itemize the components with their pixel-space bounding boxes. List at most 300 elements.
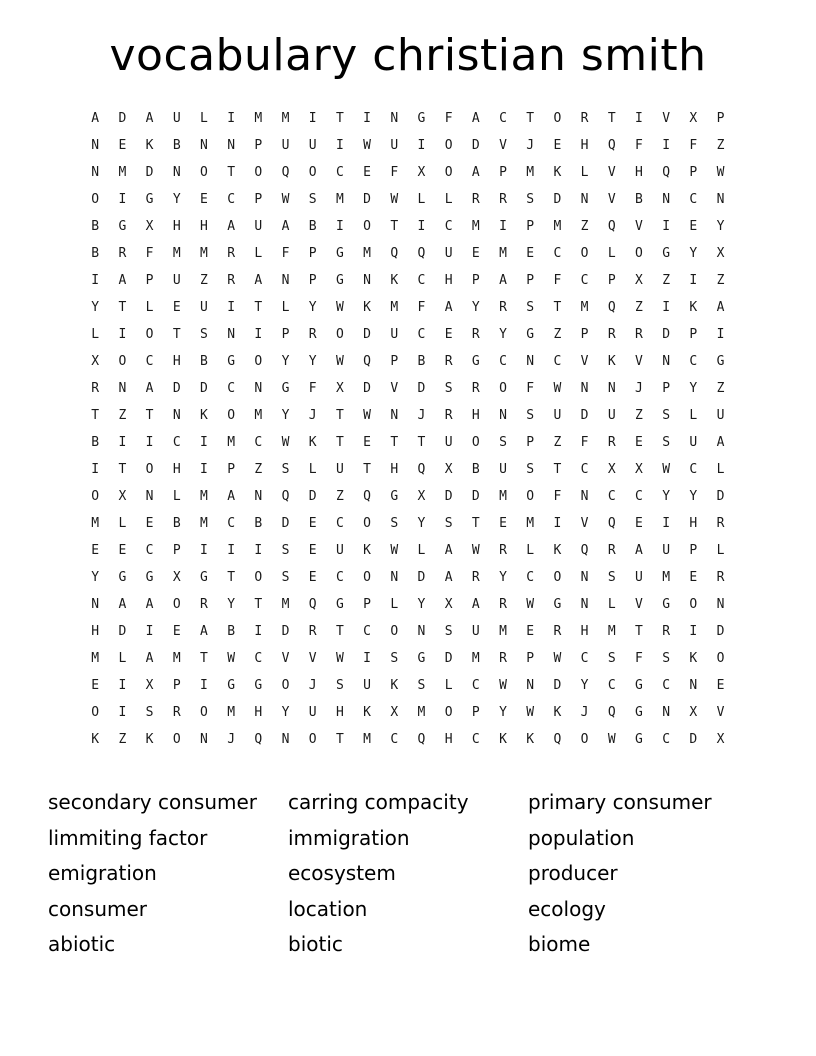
grid-letter: Z [553,327,562,342]
word-item: limmiting factor [48,825,208,850]
grid-letter: T [335,111,344,126]
grid-letter: W [607,732,616,747]
grid-letter: D [308,489,317,504]
grid-letter: K [308,435,317,450]
grid-letter: O [716,651,725,666]
grid-letter: E [118,543,127,558]
grid-letter: E [471,246,480,261]
grid-letter: T [118,300,127,315]
grid-letter: A [499,273,507,288]
grid-letter: O [91,192,100,207]
grid-letter: H [580,624,589,639]
grid-letter: L [444,678,453,693]
grid-letter: H [635,165,643,180]
grid-letter: D [471,489,480,504]
grid-letter: D [662,327,671,342]
grid-letter: O [499,381,507,396]
grid-letter: E [308,570,317,585]
grid-letter: I [200,543,208,558]
grid-letter: P [689,327,698,342]
grid-letter: O [172,597,181,612]
grid-letter: Z [118,408,127,423]
grid-letter: F [580,435,589,450]
grid-letter: L [607,246,616,261]
grid-letter: N [662,705,671,720]
grid-letter: U [390,327,399,342]
grid-letter: B [254,516,263,531]
grid-letter: I [363,651,371,666]
grid-letter: O [471,435,480,450]
grid-letter: G [145,192,154,207]
grid-letter: Y [281,408,290,423]
grid-letter: O [227,408,236,423]
grid-letter: L [281,300,290,315]
grid-letter: O [444,138,453,153]
grid-letter: O [118,354,127,369]
grid-letter: B [172,516,181,531]
grid-letter: R [227,273,236,288]
grid-letter: N [172,165,181,180]
grid-letter: M [499,246,507,261]
grid-letter: C [662,678,671,693]
grid-letter: H [444,273,453,288]
grid-letter: D [716,489,725,504]
grid-letter: N [91,138,100,153]
grid-letter: F [417,300,426,315]
grid-letter: R [308,624,317,639]
grid-letter: P [689,543,698,558]
grid-letter: F [281,246,290,261]
word-search-grid [82,105,735,753]
grid-letter: J [526,138,535,153]
grid-letter: I [335,138,344,153]
grid-letter: M [363,246,371,261]
grid-letter: S [390,516,399,531]
grid-letter: F [635,138,643,153]
grid-letter: A [716,435,725,450]
grid-letter: H [200,219,208,234]
grid-letter: C [227,192,236,207]
grid-letter: X [335,381,344,396]
grid-letter: G [118,570,127,585]
grid-letter: X [635,273,643,288]
grid-letter: N [716,597,725,612]
grid-letter: S [200,327,208,342]
grid-letter: S [526,300,535,315]
grid-letter: M [471,651,480,666]
grid-letter: C [499,111,507,126]
grid-letter: G [662,597,671,612]
grid-letter: G [145,570,154,585]
grid-letter: W [390,192,399,207]
grid-letter: G [200,570,208,585]
grid-letter: U [444,246,453,261]
grid-letter: E [172,300,181,315]
word-item: biome [528,932,591,956]
grid-letter: I [254,624,263,639]
grid-letter: Q [607,516,616,531]
grid-letter: X [417,489,426,504]
grid-letter: I [363,111,371,126]
grid-letter: F [444,111,453,126]
grid-letter: P [716,111,725,126]
grid-letter: U [607,408,616,423]
grid-letter: L [526,543,535,558]
grid-letter: A [145,597,154,612]
grid-letter: L [417,192,426,207]
grid-letter: W [716,165,725,180]
grid-letter: U [553,408,562,423]
grid-letter: D [118,624,127,639]
grid-letter: G [335,273,344,288]
grid-letter: R [200,597,208,612]
grid-letter: L [390,597,399,612]
grid-letter: W [390,543,399,558]
grid-letter: Z [716,273,725,288]
grid-letter: I [118,435,127,450]
grid-letter: E [716,678,725,693]
grid-letter: C [335,516,344,531]
grid-letter: U [254,219,263,234]
grid-letter: T [363,462,371,477]
grid-letter: M [118,165,127,180]
grid-letter: C [553,246,562,261]
grid-letter: X [390,705,399,720]
grid-letter: N [227,138,236,153]
grid-letter: O [363,516,371,531]
grid-letter: W [363,138,371,153]
grid-letter: T [417,435,426,450]
grid-letter: P [662,381,671,396]
grid-letter: K [145,138,154,153]
grid-letter: S [308,192,317,207]
grid-letter: X [145,219,154,234]
grid-letter: C [417,327,426,342]
grid-letter: T [254,597,263,612]
grid-letter: Y [91,300,100,315]
grid-letter: B [471,462,480,477]
grid-letter: L [444,192,453,207]
grid-letter: E [499,516,507,531]
grid-letter: T [254,300,263,315]
grid-letter: N [254,489,263,504]
grid-letter: M [499,489,507,504]
grid-letter: F [553,273,562,288]
grid-letter: I [254,543,263,558]
grid-letter: D [417,570,426,585]
grid-letter: I [227,111,236,126]
grid-letter: U [172,273,181,288]
grid-letter: K [200,408,208,423]
word-item: population [528,825,635,850]
grid-letter: J [580,705,589,720]
grid-letter: O [308,732,317,747]
grid-letter: Y [716,219,725,234]
word-item: primary consumer [528,790,712,814]
grid-letter: M [91,516,100,531]
grid-letter: U [172,111,181,126]
grid-letter: L [200,111,208,126]
grid-letter: K [526,732,535,747]
grid-letter: P [390,354,399,369]
grid-letter: S [145,705,154,720]
grid-letter: I [254,327,263,342]
grid-letter: N [145,489,154,504]
grid-letter: R [118,246,127,261]
grid-letter: O [145,462,154,477]
word-item: consumer [48,896,148,921]
grid-letter: V [607,165,616,180]
grid-letter: S [417,678,426,693]
grid-letter: X [444,597,453,612]
grid-letter: E [91,543,100,558]
grid-letter: W [281,192,290,207]
grid-letter: D [553,192,562,207]
grid-letter: P [526,273,535,288]
grid-letter: V [390,381,399,396]
grid-letter: K [363,300,371,315]
grid-letter: U [363,678,371,693]
grid-letter: U [716,408,725,423]
grid-letter: U [308,138,317,153]
grid-letter: L [91,327,100,342]
grid-letter: G [227,678,236,693]
grid-letter: C [145,543,154,558]
grid-letter: N [580,597,589,612]
grid-letter: N [91,165,100,180]
grid-letter: Q [607,219,616,234]
grid-letter: S [526,462,535,477]
grid-letter: E [91,678,100,693]
grid-letter: O [200,705,208,720]
grid-letter: G [417,651,426,666]
grid-letter: I [227,543,236,558]
grid-letter: E [200,192,208,207]
grid-letter: E [363,435,371,450]
grid-letter: Y [172,192,181,207]
grid-letter: E [635,516,643,531]
grid-letter: Q [363,489,371,504]
grid-letter: O [308,165,317,180]
grid-letter: Y [499,705,507,720]
grid-letter: Q [390,246,399,261]
grid-letter: H [172,462,181,477]
grid-letter: T [118,462,127,477]
grid-letter: S [526,408,535,423]
grid-letter: B [417,354,426,369]
grid-letter: N [200,732,208,747]
grid-letter: N [390,111,399,126]
grid-letter: I [118,705,127,720]
grid-letter: L [716,543,725,558]
grid-letter: J [308,408,317,423]
grid-letter: G [635,678,643,693]
grid-letter: A [281,219,290,234]
grid-letter: G [716,354,725,369]
grid-letter: O [363,219,371,234]
grid-letter: L [118,516,127,531]
grid-letter: T [227,570,236,585]
grid-letter: X [716,246,725,261]
grid-letter: X [689,705,698,720]
grid-letter: F [390,165,399,180]
grid-letter: Y [689,489,698,504]
grid-letter: I [91,273,100,288]
grid-letter: Q [417,732,426,747]
word-list [48,785,816,963]
grid-letter: M [281,597,290,612]
grid-letter: R [716,516,725,531]
grid-letter: K [553,705,562,720]
grid-letter: O [200,165,208,180]
grid-letter: Y [662,489,671,504]
grid-letter: J [308,678,317,693]
grid-letter: C [254,651,263,666]
grid-letter: O [254,165,263,180]
grid-letter: I [417,138,426,153]
grid-letter: J [227,732,236,747]
grid-letter: G [662,246,671,261]
grid-letter: S [281,570,290,585]
grid-letter: M [499,624,507,639]
grid-letter: N [390,408,399,423]
grid-letter: C [689,192,698,207]
grid-letter: C [689,462,698,477]
grid-letter: L [254,246,263,261]
grid-letter: E [635,435,643,450]
grid-letter: U [471,624,480,639]
grid-letter: O [335,327,344,342]
grid-letter: C [662,732,671,747]
grid-letter: Q [553,732,562,747]
grid-letter: T [526,111,535,126]
grid-letter: H [254,705,263,720]
grid-letter: A [118,597,127,612]
grid-letter: R [607,327,616,342]
word-item: ecology [528,896,606,921]
grid-letter: T [335,435,344,450]
grid-letter: Y [227,597,236,612]
grid-letter: D [716,624,725,639]
grid-letter: D [145,165,154,180]
grid-letter: I [417,219,426,234]
grid-letter: X [145,678,154,693]
grid-letter: K [390,678,399,693]
grid-letter: E [145,516,154,531]
grid-letter: V [635,597,643,612]
grid-letter: A [227,219,236,234]
word-list-column [528,785,768,963]
grid-letter: C [172,435,181,450]
grid-letter: X [417,165,426,180]
grid-letter: R [471,192,480,207]
grid-letter: O [553,111,562,126]
grid-letter: W [281,435,290,450]
grid-letter: M [390,300,399,315]
grid-letter: H [580,138,589,153]
grid-letter: V [580,354,589,369]
grid-letter: M [281,111,290,126]
grid-letter: C [580,651,589,666]
grid-letter: F [635,651,643,666]
grid-letter: A [227,489,236,504]
grid-letter: A [444,570,453,585]
grid-letter: A [444,300,453,315]
grid-letter: Q [363,354,371,369]
grid-letter: D [689,732,698,747]
grid-letter: I [118,327,127,342]
grid-letter: O [172,732,181,747]
grid-letter: C [607,489,616,504]
grid-letter: N [281,273,290,288]
grid-letter: T [200,651,208,666]
grid-letter: O [91,489,100,504]
grid-letter: D [363,381,371,396]
grid-letter: K [390,273,399,288]
grid-letter: M [172,246,181,261]
grid-letter: P [363,597,371,612]
grid-letter: Q [281,165,290,180]
grid-letter: U [281,138,290,153]
grid-letter: D [363,192,371,207]
grid-letter: V [580,516,589,531]
grid-letter: O [91,705,100,720]
grid-letter: C [227,381,236,396]
grid-letter: S [607,651,616,666]
grid-letter: R [444,408,453,423]
grid-letter: A [91,111,100,126]
grid-letter: S [607,570,616,585]
grid-letter: Z [662,273,671,288]
grid-letter: A [145,381,154,396]
grid-letter: X [689,111,698,126]
grid-letter: W [662,462,671,477]
grid-letter: I [145,624,154,639]
grid-letter: H [335,705,344,720]
grid-letter: C [635,489,643,504]
grid-letter: M [335,192,344,207]
grid-letter: S [662,408,671,423]
grid-letter: L [417,543,426,558]
grid-letter: Q [281,489,290,504]
grid-letter: Z [254,462,263,477]
grid-letter: P [526,435,535,450]
grid-letter: A [635,543,643,558]
grid-letter: N [662,192,671,207]
grid-letter: N [254,381,263,396]
word-list-column [48,785,288,963]
grid-letter: E [526,624,535,639]
grid-letter: F [308,381,317,396]
grid-letter: S [444,381,453,396]
grid-letter: O [145,327,154,342]
grid-letter: I [635,111,643,126]
grid-letter: Y [689,246,698,261]
grid-letter: B [200,354,208,369]
grid-letter: T [553,462,562,477]
grid-letter: N [281,732,290,747]
grid-letter: M [172,651,181,666]
grid-letter: S [444,624,453,639]
grid-letter: T [335,624,344,639]
grid-letter: M [227,705,236,720]
grid-letter: D [444,651,453,666]
grid-letter: N [172,408,181,423]
grid-letter: R [635,327,643,342]
grid-letter: J [635,381,643,396]
grid-letter: I [227,300,236,315]
grid-letter: G [553,597,562,612]
